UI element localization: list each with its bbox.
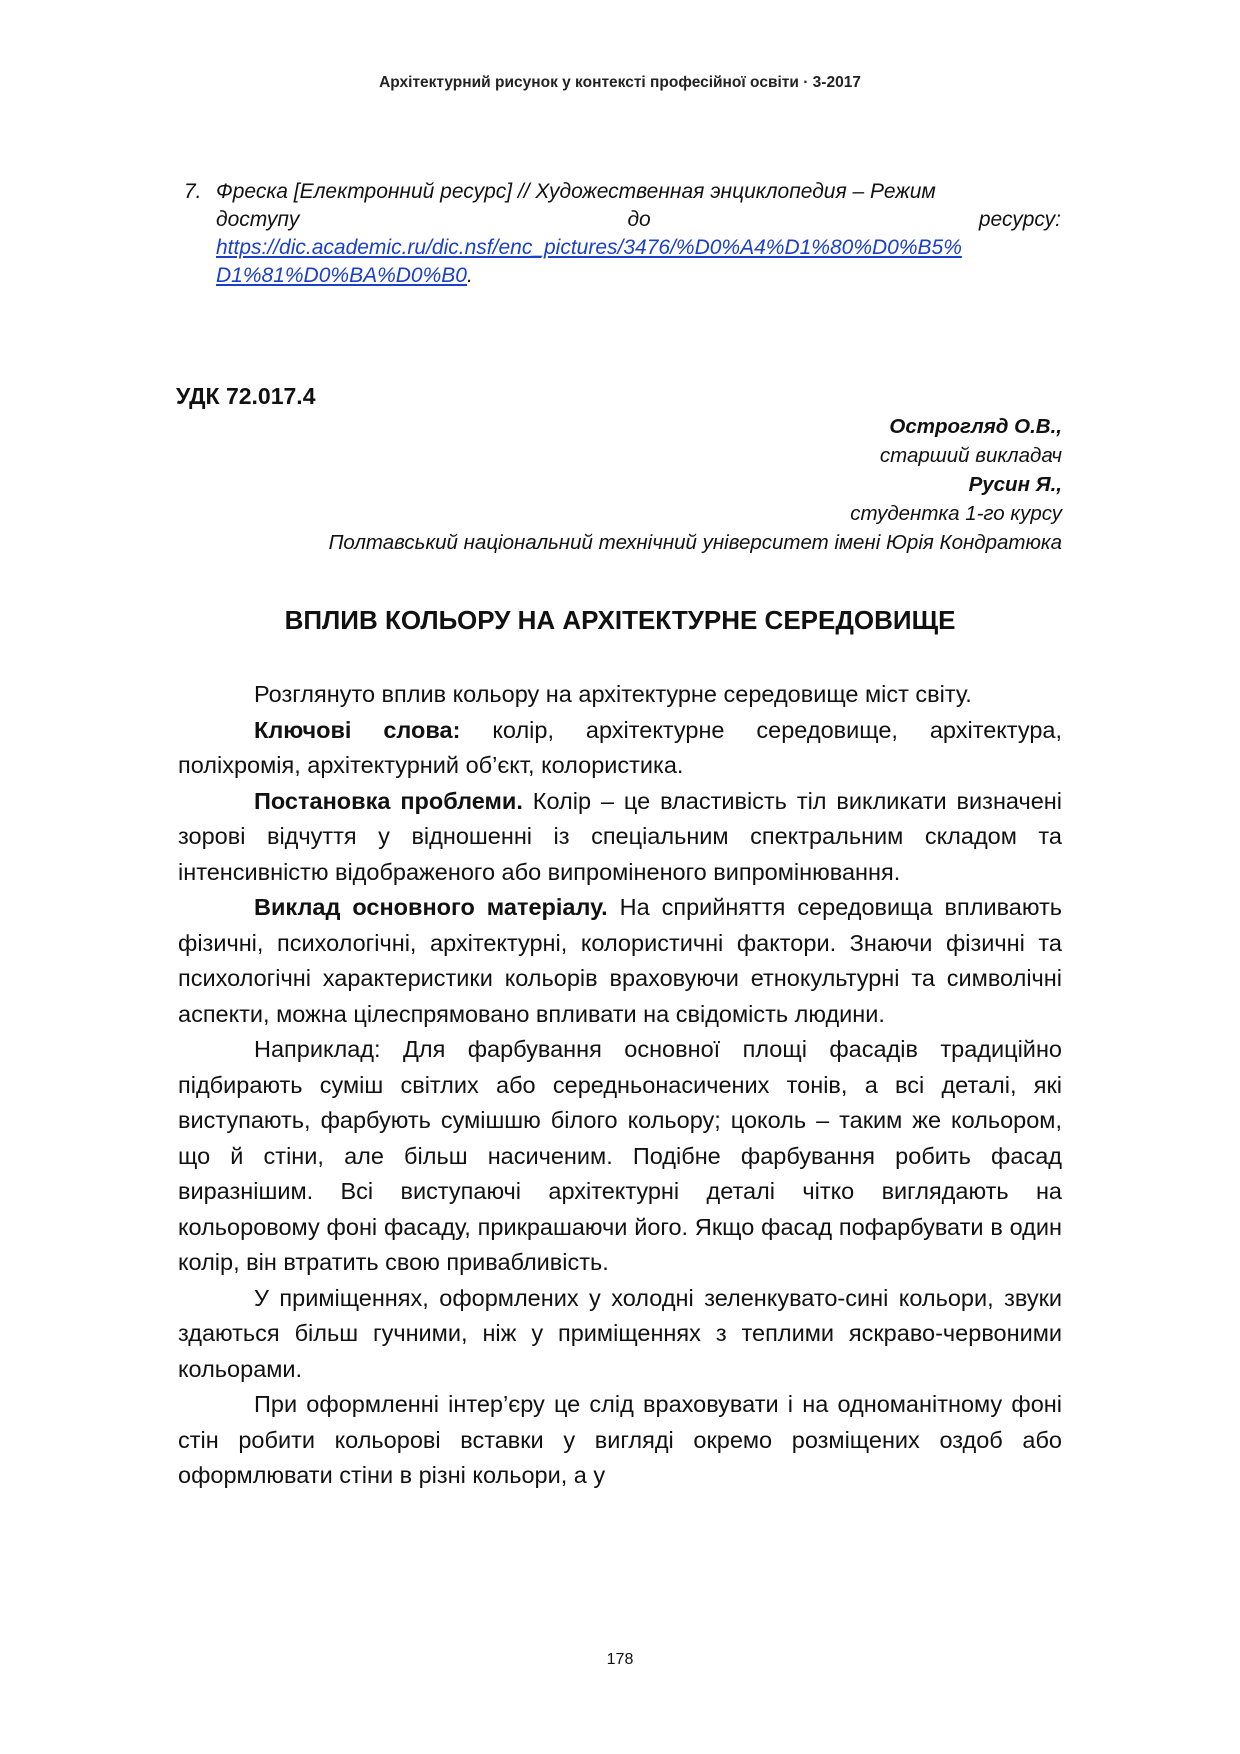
rooms-paragraph: У приміщеннях, оформлених у холодні зеленкувато-сині кольори, звуки здаються більш гучними, ніж у приміщеннях з теплими яскраво-червоними кольорами. — [178, 1284, 1062, 1382]
reference-url-link-cont[interactable]: D1%81%D0%BA%D0%B0 — [216, 264, 467, 287]
problem-text: Колір – це властивість тіл викликати визначені зорові відчуття у відношенні із спеціальним спектральним складом та інтенсивністю відображеного або випроміненого випромінювання. — [178, 787, 1062, 885]
keywords-label: Ключові слова: — [254, 716, 461, 743]
author-name: Русин Я., — [968, 473, 1062, 496]
author-name: Острогляд О.В., — [889, 415, 1062, 438]
running-header: Архітектурний рисунок у контексті професійної освіти · 3-2017 — [379, 74, 861, 91]
reference-url-line-2 — [216, 262, 1061, 290]
reference-item — [184, 178, 1061, 290]
page-number: 178 — [606, 1651, 634, 1668]
author-role: студентка 1-го курсу — [850, 502, 1062, 525]
affiliation: Полтавський національний технічний університет імені Юрія Кондратюка — [328, 531, 1062, 554]
material-paragraph — [178, 890, 1062, 1032]
abstract-paragraph: Розглянуто вплив кольору на архітектурне середовище міст світу. — [254, 681, 972, 707]
reference-word: до — [627, 208, 651, 231]
problem-label: Постановка проблеми. — [254, 787, 523, 814]
reference-line-1: Фреска [Електронний ресурс] // Художественная энциклопедия – Режим — [216, 180, 936, 203]
keywords-paragraph — [178, 713, 1062, 784]
article-title: ВПЛИВ КОЛЬОРУ НА АРХІТЕКТУРНЕ СЕРЕДОВИЩЕ — [284, 605, 956, 635]
keywords-text: колір, архітектурне середовище, архітектура, поліхромія, архітектурний об’єкт, колористика. — [178, 716, 1062, 778]
udk-code: УДК 72.017.4 — [176, 383, 316, 409]
example-paragraph: Наприклад: Для фарбування основної площі фасадів традиційно підбирають суміш світлих або середньонасичених тонів, а всі деталі, які виступають, фарбують сумішшю білого кольору; цоколь – таким же кольором, що й стіни, але більш насиченим. Подібне фарбування робить фасад виразнішим. Всі виступаючі архітектурні деталі чітко виглядають на кольоровому фоні фасаду, прикрашаючи його. Якщо фасад пофарбувати в один колір, він втратить свою привабливість. — [178, 1036, 1062, 1275]
interior-paragraph: При оформленні інтер’єру це слід враховувати і на одноманітному фоні стін робити кольорові вставки у вигляді окремо розміщених оздоб або оформлювати стіни в різні кольори, а у — [178, 1391, 1062, 1488]
reference-line-2 — [216, 206, 1061, 234]
author-block — [329, 412, 1062, 557]
material-text: На сприйняття середовища впливають фізичні, психологічні, архітектурні, колористичні фактори. Знаючи фізичні та психологічні характеристики кольорів враховуючи етнокультурні та символічні аспекти, можна цілеспрямовано впливати на свідомість людини. — [178, 894, 1062, 1027]
reference-trailing: . — [466, 264, 473, 287]
problem-paragraph — [178, 784, 1062, 891]
reference-word: доступу — [216, 208, 300, 231]
article-body — [178, 677, 1062, 1494]
author-role: старший викладач — [879, 444, 1062, 467]
material-label: Виклад основного матеріалу. — [254, 894, 608, 920]
reference-url-line-1 — [216, 234, 1061, 262]
reference-url-link[interactable]: https://dic.academic.ru/dic.nsf/enc_pictures/3476/%D0%A4%D1%80%D0%B5% — [216, 236, 962, 259]
reference-number: 7. — [184, 180, 202, 203]
reference-word: ресурсу: — [978, 208, 1061, 231]
